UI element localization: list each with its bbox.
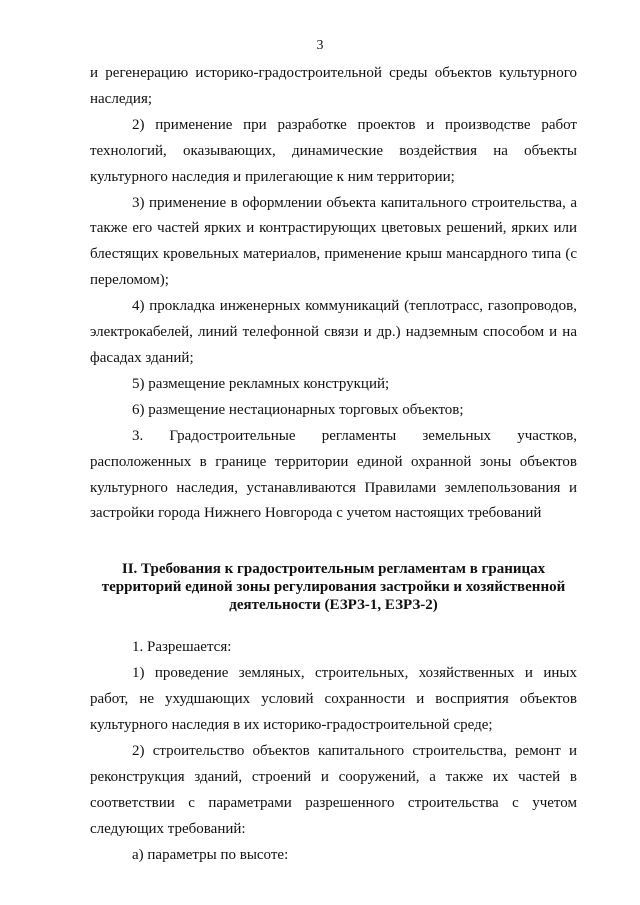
section-heading-line-3: деятельности (ЕЗРЗ-1, ЕЗРЗ-2) [229, 597, 438, 614]
section-heading [90, 560, 577, 614]
list-item-4: 4) прокладка инженерных коммуникаций (теплотрасс, газопроводов, электрокабелей, линий телефонной связи и др.) надземным способом и на фасадах зданий; [90, 298, 577, 366]
page-number: 3 [316, 38, 324, 53]
subitem-a: а) параметры по высоте: [132, 846, 289, 863]
list-item-2: 2) применение при разработке проектов и производстве работ технологий, оказывающих, динамические воздействия на объекты культурного наследия и прилегающие к ним территории; [90, 116, 577, 185]
list-item-3: 3) применение в оформлении объекта капитального строительства, а также его частей ярких и контрастирующих цветовых решений, ярких или блестящих кровельных материалов, применение крыш мансардного типа (с переломом); [90, 194, 577, 289]
list-item-5: 5) размещение рекламных конструкций; [132, 375, 390, 392]
permitted-item-1: 1) проведение земляных, строительных, хозяйственных и иных работ, не ухудшающих условий сохранности и восприятия объектов культурного наследия в их историко-градостроительной среде; [90, 665, 577, 734]
section-heading-line-1: II. Требования к градостроительным регламентам в границах [121, 561, 546, 578]
section-heading-line-2: территорий единой зоны регулирования застройки и хозяйственной [101, 579, 566, 596]
permitted-item-2: 2) строительство объектов капитального строительства, ремонт и реконструкция зданий, строений и сооружений, а также их частей в соответствии с параметрами разрешенного строительства с учетом следующих требований: [90, 742, 577, 837]
document-body [90, 61, 577, 868]
list-item-6: 6) размещение нестационарных торговых объектов; [132, 401, 464, 418]
paragraph-continuation: и регенерацию историко-градостроительной среды объектов культурного наследия; [90, 65, 577, 107]
clause-3: 3. Градостроительные регламенты земельных участков, расположенных в границе территории единой охранной зоны объектов культурного наследия, устанавливаются Правилами землепользования и застройки города Нижнего Новгорода с учетом настоящих требований [90, 427, 577, 522]
clause-1: 1. Разрешается: [132, 639, 232, 656]
